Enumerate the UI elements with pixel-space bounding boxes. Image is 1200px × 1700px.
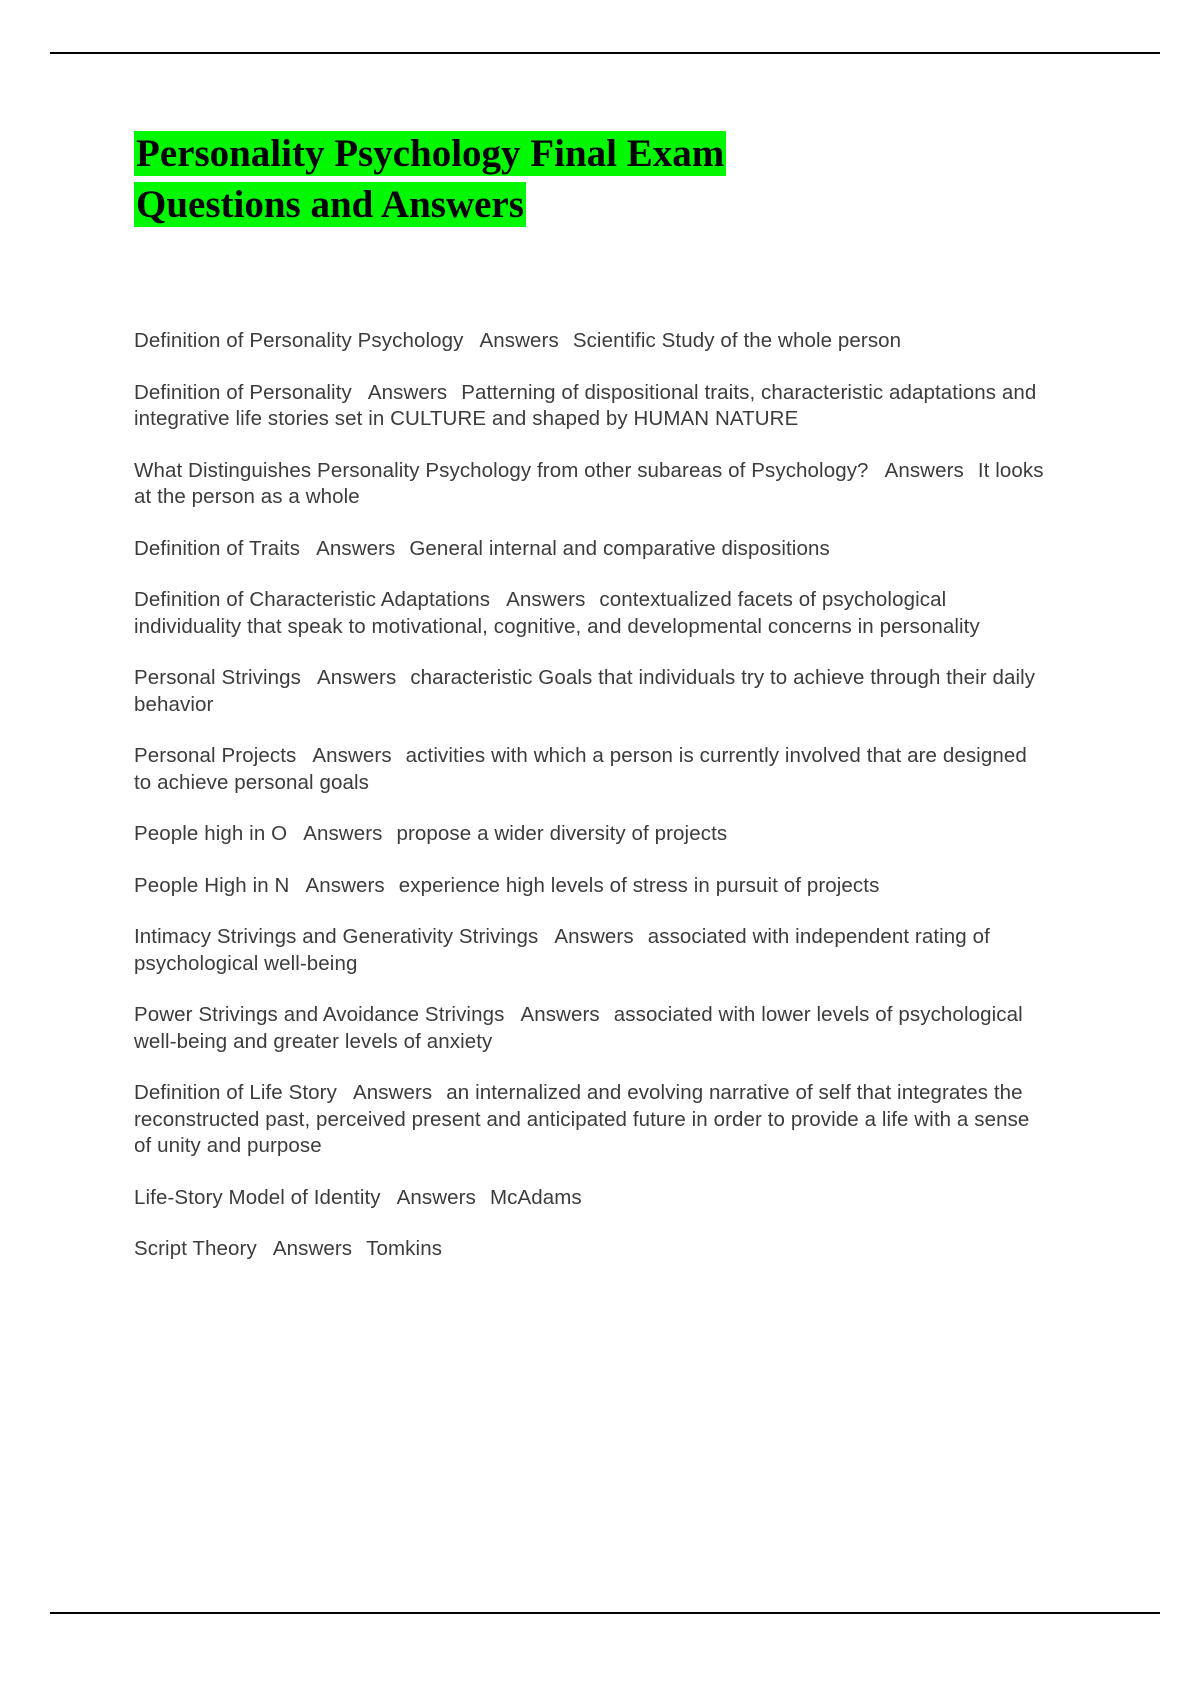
qa-term: Definition of Life Story bbox=[134, 1081, 337, 1104]
qa-answer-label: Answers bbox=[884, 458, 964, 482]
qa-term: Definition of Characteristic Adaptations bbox=[134, 588, 491, 611]
qa-answer-label: Answers bbox=[479, 329, 559, 352]
qa-answer-label: Answers bbox=[520, 1003, 600, 1026]
qa-answer-label: Answers bbox=[554, 925, 634, 948]
qa-item bbox=[134, 1236, 1046, 1263]
qa-answer-label: Answers bbox=[506, 588, 586, 611]
qa-term: Personal Strivings bbox=[134, 666, 302, 689]
qa-item bbox=[134, 665, 1046, 718]
qa-answer-label: Answers bbox=[367, 380, 448, 404]
qa-answer-label: Answers bbox=[396, 1185, 476, 1209]
qa-item bbox=[134, 380, 1046, 433]
qa-item bbox=[134, 328, 1046, 355]
qa-answer: Tomkins bbox=[366, 1237, 443, 1260]
qa-list bbox=[134, 328, 1046, 1263]
qa-answer-label: Answers bbox=[317, 666, 397, 689]
qa-answer: characteristic Goals that individuals try to achieve through their daily behavior bbox=[134, 666, 1036, 716]
qa-term: Script Theory bbox=[134, 1237, 257, 1260]
qa-answer: General internal and comparative dispositions bbox=[409, 536, 830, 560]
qa-item bbox=[134, 587, 1046, 640]
page-title-line-2: Questions and Answers bbox=[136, 183, 524, 226]
qa-term: People High in N bbox=[134, 873, 290, 897]
qa-answer: activities with which a person is currently involved that are designed to achieve personal goals bbox=[134, 744, 1027, 794]
qa-term: Definition of Personality Psychology bbox=[134, 329, 464, 352]
qa-item bbox=[134, 458, 1046, 511]
qa-answer-label: Answers bbox=[303, 822, 383, 845]
qa-answer: Scientific Study of the whole person bbox=[572, 329, 902, 352]
qa-term: Intimacy Strivings and Generativity Strivings bbox=[134, 925, 539, 948]
qa-item bbox=[134, 1002, 1046, 1055]
qa-answer: an internalized and evolving narrative of self that integrates the reconstructed past, perceived present and anticipated future in order to provide a life with a sense of unity and purpose bbox=[134, 1081, 1030, 1157]
qa-answer: associated with lower levels of psychological well-being and greater levels of anxiety bbox=[134, 1003, 1023, 1053]
qa-item bbox=[134, 1080, 1046, 1160]
qa-item bbox=[134, 924, 1046, 977]
qa-term: Definition of Personality bbox=[134, 380, 352, 404]
qa-answer-label: Answers bbox=[316, 536, 396, 560]
qa-item bbox=[134, 743, 1046, 796]
qa-answer-label: Answers bbox=[272, 1237, 353, 1260]
qa-answer: Patterning of dispositional traits, characteristic adaptations and integrative life stories set in CULTURE and shaped by HUMAN NATURE bbox=[134, 380, 1037, 430]
qa-item bbox=[134, 1185, 1046, 1212]
qa-answer-label: Answers bbox=[305, 873, 385, 897]
qa-answer: McAdams bbox=[489, 1185, 582, 1209]
qa-answer: experience high levels of stress in pursuit of projects bbox=[398, 873, 880, 897]
qa-term: Personal Projects bbox=[134, 744, 297, 767]
page-top-rule bbox=[50, 52, 1160, 54]
qa-item bbox=[134, 821, 1046, 848]
page-title bbox=[134, 128, 834, 230]
qa-term: Definition of Traits bbox=[134, 536, 301, 560]
qa-answer: It looks at the person as a whole bbox=[134, 458, 1044, 508]
qa-answer-label: Answers bbox=[312, 744, 392, 767]
qa-answer: propose a wider diversity of projects bbox=[396, 822, 728, 845]
qa-answer-label: Answers bbox=[352, 1081, 433, 1104]
qa-term: Life-Story Model of Identity bbox=[134, 1185, 381, 1209]
qa-item bbox=[134, 873, 1046, 900]
qa-term: What Distinguishes Personality Psychology from other subareas of Psychology? bbox=[134, 458, 869, 482]
qa-answer: associated with independent rating of psychological well-being bbox=[134, 925, 990, 975]
qa-item bbox=[134, 536, 1046, 563]
document-content bbox=[134, 128, 1046, 1288]
page-bottom-rule bbox=[50, 1612, 1160, 1614]
qa-term: People high in O bbox=[134, 822, 288, 845]
page-title-line-1: Personality Psychology Final Exam bbox=[136, 132, 725, 175]
qa-answer: contextualized facets of psychological individuality that speak to motivational, cognitive, and developmental concerns in personality bbox=[134, 588, 980, 638]
qa-term: Power Strivings and Avoidance Strivings bbox=[134, 1003, 505, 1026]
